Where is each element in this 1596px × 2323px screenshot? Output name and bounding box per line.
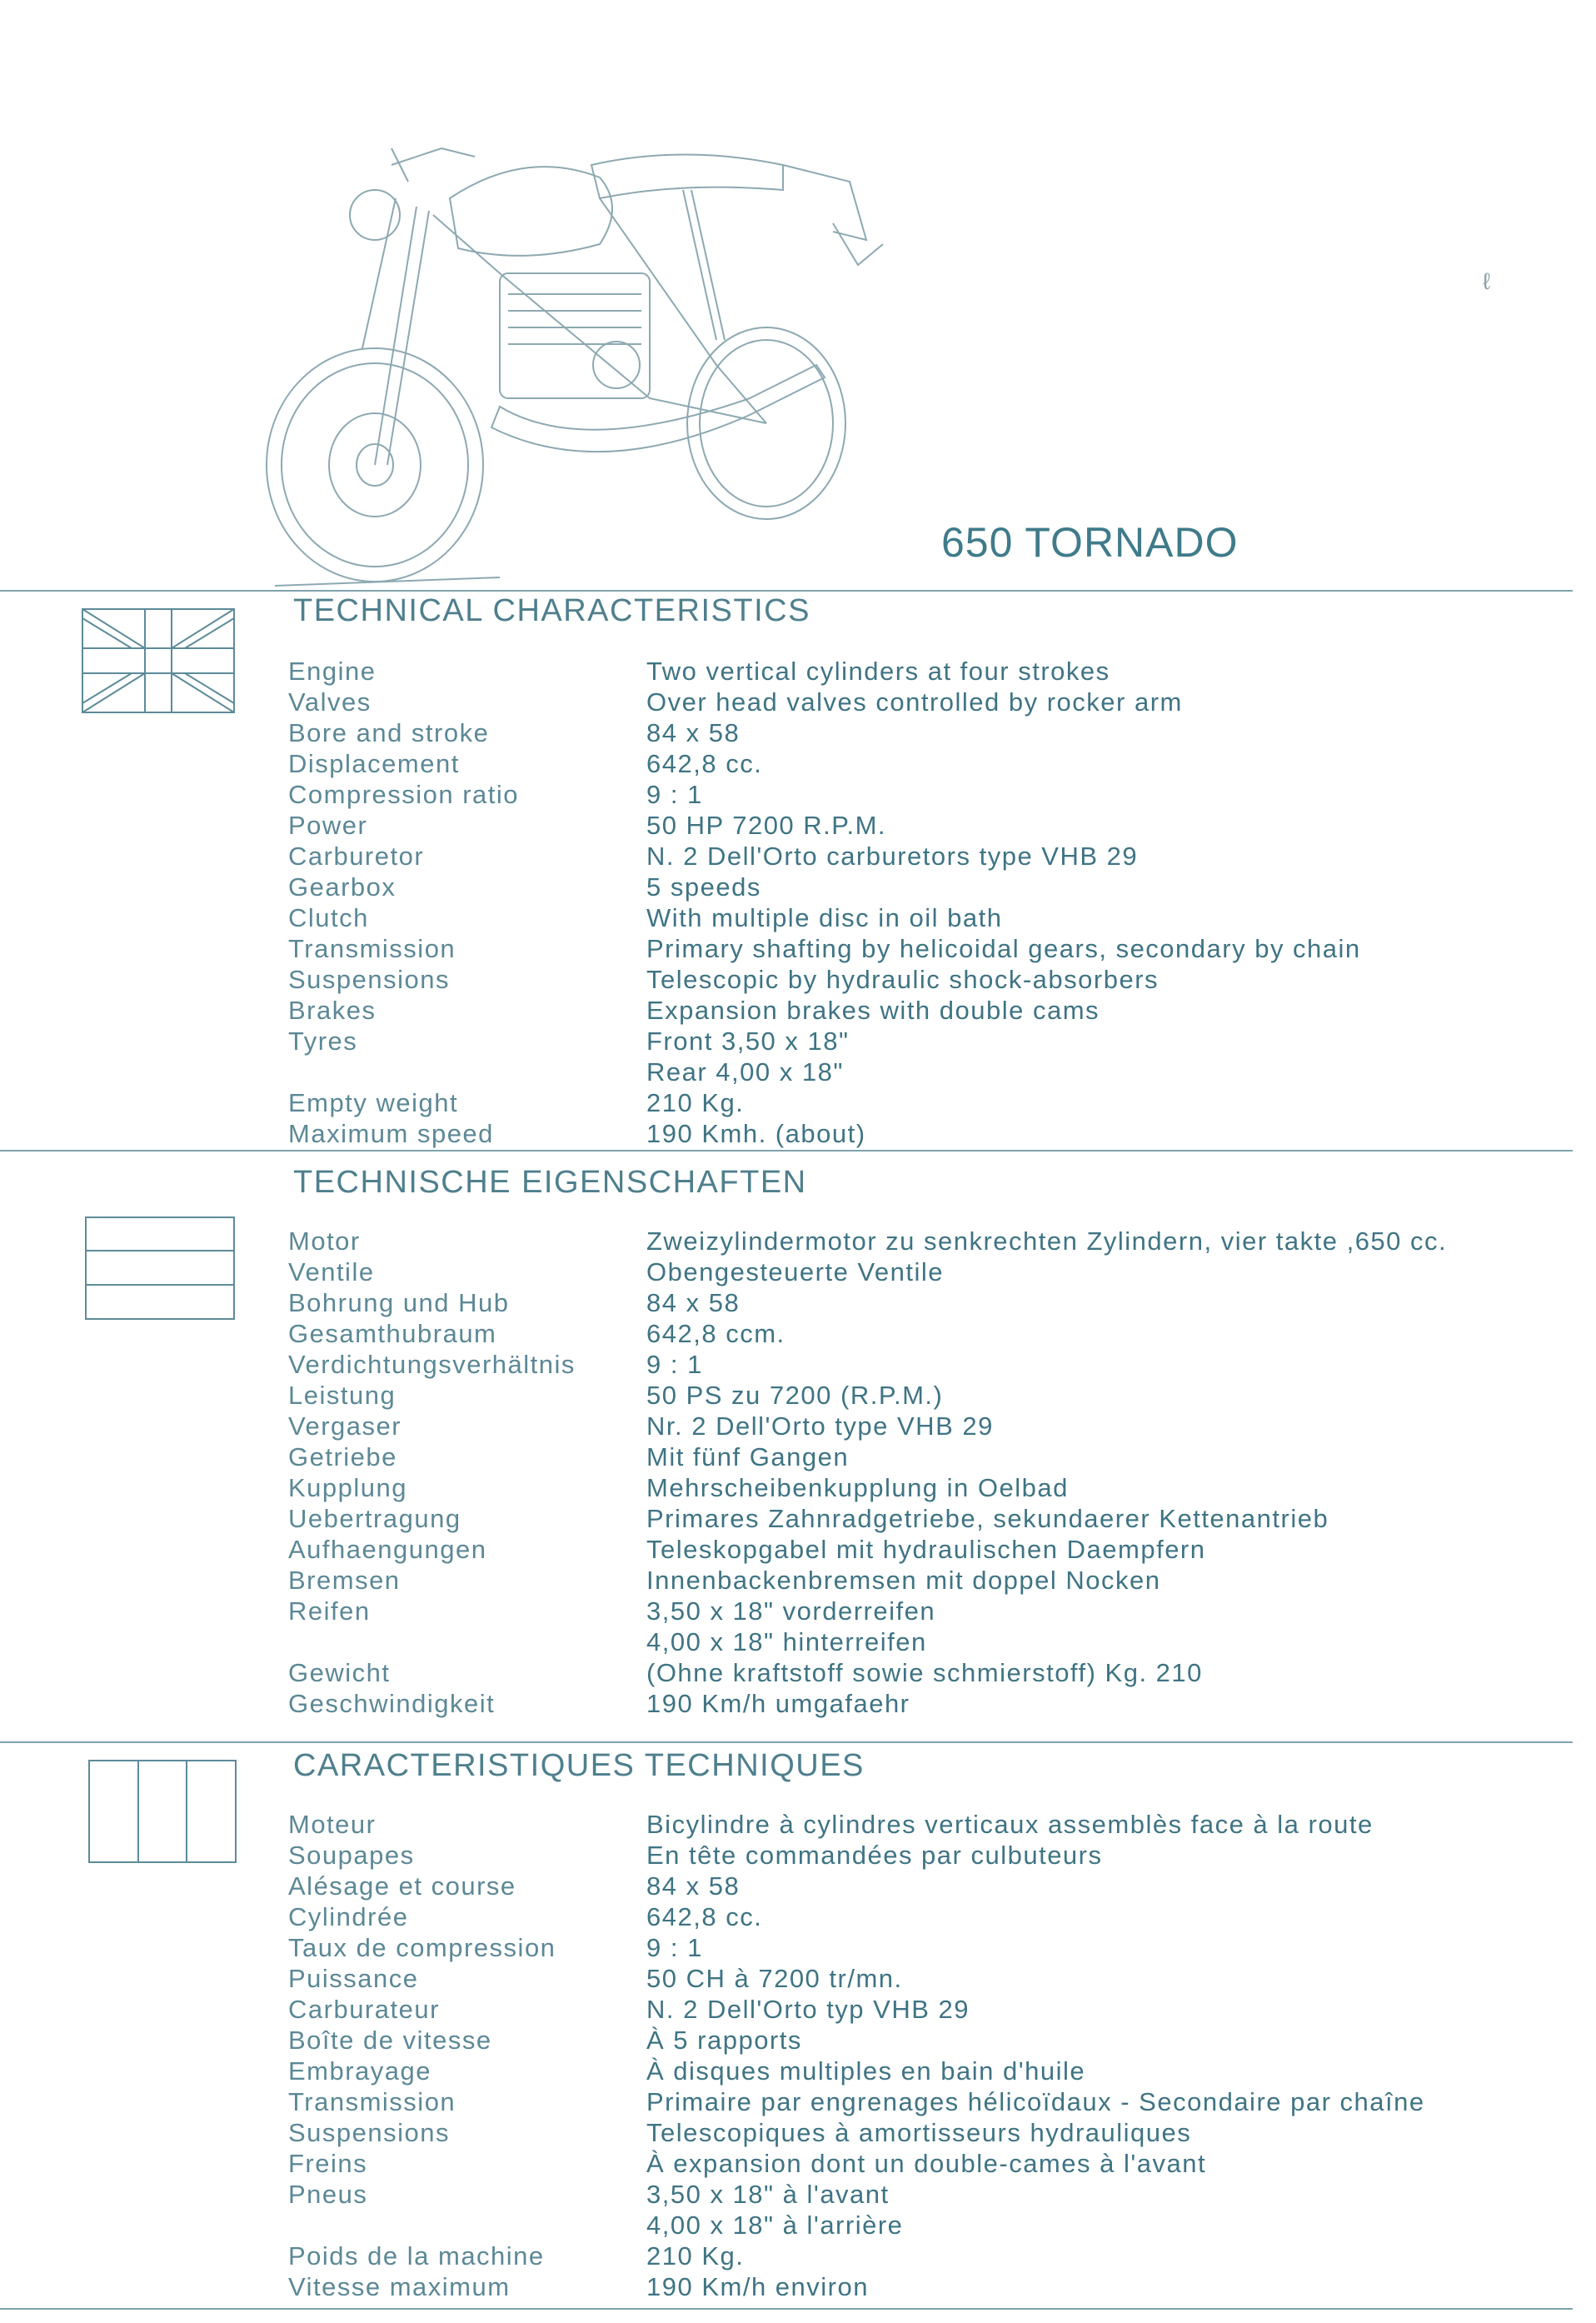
uk-flag-icon (82, 608, 235, 713)
ink-speck: ℓ (1483, 268, 1491, 294)
spec-label: Gewicht (288, 1658, 391, 1687)
spec-value: Zweizylindermotor zu senkrechten Zylindern, vier takte ,650 cc. (646, 1226, 1448, 1256)
spec-label: Boîte de vitesse (288, 2026, 492, 2055)
spec-value: 9 : 1 (646, 1933, 703, 1962)
spec-label: Kupplung (288, 1473, 408, 1502)
spec-value: Over head valves controlled by rocker arm (646, 687, 1183, 717)
spec-value: 642,8 cc. (646, 1902, 763, 1931)
spec-label: Soupapes (288, 1841, 415, 1870)
spec-value: (Ohne kraftstoff sowie schmierstoff) Kg. 210 (646, 1658, 1203, 1687)
spec-label: Puissance (288, 1964, 419, 1993)
spec-value: 3,50 x 18" vorderreifen (646, 1596, 936, 1626)
spec-label: Compression ratio (288, 780, 520, 809)
spec-value: 210 Kg. (646, 1088, 745, 1117)
spec-label: Transmission (288, 934, 456, 963)
spec-value: 84 x 58 (646, 718, 741, 747)
spec-label: Aufhaengungen (288, 1535, 487, 1564)
spec-value: Mit fünf Gangen (646, 1442, 850, 1471)
spec-label: Reifen (288, 1596, 371, 1626)
spec-value: 210 Kg. (646, 2241, 745, 2271)
spec-label: Ventile (288, 1257, 375, 1286)
spec-label: Motor (288, 1226, 361, 1256)
spec-value: Front 3,50 x 18" (646, 1027, 850, 1056)
spec-label: Moteur (288, 1810, 377, 1839)
spec-value: 50 HP 7200 R.P.M. (646, 811, 887, 840)
spec-value: Expansion brakes with double cams (646, 996, 1100, 1025)
spec-value: À expansion dont un double-cames à l'avant (646, 2149, 1207, 2178)
spec-value: 4,00 x 18" hinterreifen (646, 1627, 927, 1656)
spec-label: Freins (288, 2149, 368, 2178)
spec-value: 3,50 x 18" à l'avant (646, 2180, 890, 2209)
spec-label: Clutch (288, 903, 369, 932)
spec-label: Engine (288, 657, 377, 686)
spec-label: Alésage et course (288, 1871, 516, 1901)
spec-value: 84 x 58 (646, 1871, 741, 1901)
spec-value: N. 2 Dell'Orto carburetors type VHB 29 (646, 842, 1139, 871)
french-flag-icon (88, 1760, 237, 1863)
spec-value: 5 speeds (646, 872, 761, 902)
spec-label: Displacement (288, 749, 460, 778)
spec-label: Tyres (288, 1027, 358, 1056)
spec-value: Primaire par engrenages hélicoïdaux - Secondaire par chaîne (646, 2087, 1425, 2116)
model-title: 650 TORNADO (941, 519, 1239, 566)
spec-value: 50 CH à 7200 tr/mn. (646, 1964, 903, 1993)
spec-value: 9 : 1 (646, 1350, 703, 1379)
spec-label: Maximum speed (288, 1119, 494, 1148)
spec-value: Telescopic by hydraulic shock-absorbers (646, 965, 1160, 994)
section-divider (0, 1150, 1573, 1152)
section-divider (0, 2308, 1573, 2310)
spec-value: 84 x 58 (646, 1288, 741, 1317)
spec-value: 190 Kmh. (about) (646, 1119, 866, 1148)
spec-label: Bremsen (288, 1566, 401, 1595)
spec-label: Power (288, 811, 368, 840)
spec-value: N. 2 Dell'Orto typ VHB 29 (646, 1995, 970, 2024)
spec-value: Teleskopgabel mit hydraulischen Daempfern (646, 1535, 1206, 1564)
section-title-german: TECHNISCHE EIGENSCHAFTEN (293, 1165, 807, 1200)
spec-value: Innenbackenbremsen mit doppel Nocken (646, 1566, 1161, 1595)
spec-value: 642,8 cc. (646, 749, 763, 778)
section-divider (0, 1741, 1573, 1743)
spec-value: Two vertical cylinders at four strokes (646, 657, 1110, 686)
spec-label: Pneus (288, 2180, 368, 2209)
spec-label: Gearbox (288, 872, 397, 902)
section-title-french: CARACTERISTIQUES TECHNIQUES (293, 1748, 865, 1783)
spec-label: Getriebe (288, 1442, 397, 1471)
spec-value: Mehrscheibenkupplung in Oelbad (646, 1473, 1069, 1502)
spec-label: Valves (288, 687, 372, 717)
spec-label: Gesamthubraum (288, 1319, 497, 1348)
spec-label: Vergaser (288, 1411, 402, 1441)
spec-label: Suspensions (288, 965, 451, 994)
spec-value: Obengesteuerte Ventile (646, 1257, 945, 1286)
spec-label: Carburateur (288, 1995, 440, 2024)
german-flag-icon (85, 1216, 235, 1320)
spec-value: Rear 4,00 x 18" (646, 1057, 844, 1087)
spec-label: Empty weight (288, 1088, 459, 1117)
spec-label: Suspensions (288, 2118, 451, 2147)
spec-value: Telescopiques à amortisseurs hydrauliques (646, 2118, 1192, 2147)
spec-value: 4,00 x 18" à l'arrière (646, 2211, 904, 2240)
spec-value: 50 PS zu 7200 (R.P.M.) (646, 1381, 944, 1410)
spec-label: Embrayage (288, 2056, 432, 2086)
spec-value: À disques multiples en bain d'huile (646, 2056, 1086, 2086)
spec-value: Primares Zahnradgetriebe, sekundaerer Kettenantrieb (646, 1504, 1329, 1533)
section-divider (0, 590, 1573, 592)
spec-label: Taux de compression (288, 1933, 556, 1962)
spec-label: Poids de la machine (288, 2241, 545, 2271)
spec-label: Transmission (288, 2087, 456, 2116)
spec-label: Cylindrée (288, 1902, 409, 1931)
spec-label: Vitesse maximum (288, 2272, 511, 2301)
spec-value: Bicylindre à cylindres verticaux assemblès face à la route (646, 1810, 1374, 1839)
spec-value: À 5 rapports (646, 2026, 802, 2055)
spec-value: Primary shafting by helicoidal gears, secondary by chain (646, 934, 1361, 963)
motorcycle-illustration (250, 98, 900, 590)
spec-value: En tête commandées par culbuteurs (646, 1841, 1103, 1870)
spec-label: Bore and stroke (288, 718, 490, 747)
spec-label: Bohrung und Hub (288, 1288, 510, 1317)
spec-value: Nr. 2 Dell'Orto type VHB 29 (646, 1411, 994, 1441)
spec-label: Leistung (288, 1381, 397, 1410)
spec-value: 190 Km/h umgafaehr (646, 1689, 910, 1718)
section-title-english: TECHNICAL CHARACTERISTICS (293, 593, 810, 628)
spec-label: Geschwindigkeit (288, 1689, 496, 1718)
spec-value: 190 Km/h environ (646, 2272, 869, 2301)
spec-label: Verdichtungsverhältnis (288, 1350, 576, 1379)
spec-value: 642,8 ccm. (646, 1319, 786, 1348)
spec-value: With multiple disc in oil bath (646, 903, 1003, 932)
spec-label: Brakes (288, 996, 377, 1025)
spec-value: 9 : 1 (646, 780, 703, 809)
spec-label: Uebertragung (288, 1504, 461, 1533)
spec-label: Carburetor (288, 842, 425, 871)
